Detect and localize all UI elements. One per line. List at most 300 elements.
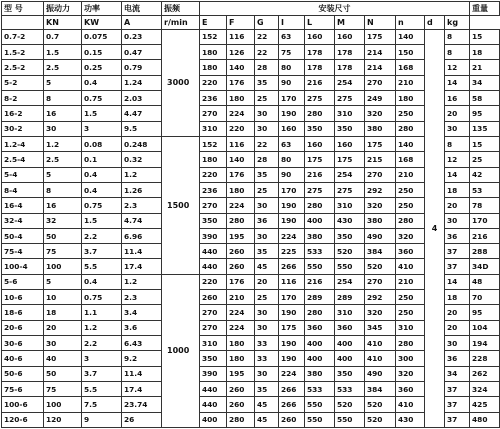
cell: 3.7	[82, 244, 122, 259]
cell: 135	[470, 121, 500, 136]
cell: 275	[305, 91, 335, 106]
cell: 10	[44, 290, 82, 305]
cell: 170	[279, 91, 305, 106]
cell: 220	[200, 75, 227, 90]
cell: 533	[305, 381, 335, 396]
cell: 175	[365, 29, 396, 44]
cell: 140	[227, 152, 255, 167]
cell: 270	[200, 305, 227, 320]
cell: 8	[44, 91, 82, 106]
cell: 216	[305, 75, 335, 90]
cell: 0.4	[82, 167, 122, 182]
cell: 1.26	[122, 182, 162, 197]
cell: 152	[200, 136, 227, 151]
cell: 550	[335, 412, 365, 427]
cell: 170	[470, 213, 500, 228]
cell: 58	[470, 91, 500, 106]
cell: 520	[365, 412, 396, 427]
cell: 30	[255, 198, 279, 213]
cell: 520	[335, 397, 365, 412]
cell: 410	[396, 259, 425, 274]
cell: 0.7	[44, 29, 82, 44]
cell: 30	[255, 106, 279, 121]
cell: 5.5	[82, 259, 122, 274]
cell: 16	[44, 106, 82, 121]
cell: 380	[305, 228, 335, 243]
header-unit-cell: F	[227, 15, 255, 29]
cell: 345	[365, 320, 396, 335]
cell: 310	[396, 320, 425, 335]
cell: 17.4	[122, 259, 162, 274]
cell: 80	[279, 152, 305, 167]
cell: 410	[365, 351, 396, 366]
cell: 150	[396, 45, 425, 60]
cell: 550	[305, 259, 335, 274]
header-install-dims: 安装尺寸	[200, 2, 470, 16]
cell: 180	[227, 351, 255, 366]
cell: 224	[227, 198, 255, 213]
cell: 116	[279, 274, 305, 289]
cell: 3	[82, 121, 122, 136]
cell: 1.5	[82, 106, 122, 121]
cell: 140	[396, 136, 425, 151]
cell: 254	[335, 75, 365, 90]
cell: 30	[445, 121, 470, 136]
cell: 225	[279, 244, 305, 259]
cell: 50	[44, 366, 82, 381]
cell: 28	[255, 60, 279, 75]
cell: 275	[305, 182, 335, 197]
cell: 1.2	[122, 274, 162, 289]
cell: 75	[44, 381, 82, 396]
cell: 18	[470, 45, 500, 60]
cell: 8-2	[2, 91, 44, 106]
cell: 53	[470, 182, 500, 197]
cell: 175	[335, 152, 365, 167]
cell: 45	[255, 259, 279, 274]
cell: 9.5	[122, 121, 162, 136]
cell: 250	[396, 198, 425, 213]
cell: 266	[279, 259, 305, 274]
cell: 3.6	[122, 320, 162, 335]
cell: 1.2	[44, 136, 82, 151]
header-unit-cell: KW	[82, 15, 122, 29]
cell: 75	[279, 45, 305, 60]
cell: 21	[470, 60, 500, 75]
cell: 42	[470, 167, 500, 182]
cell: 224	[227, 320, 255, 335]
cell: 254	[335, 274, 365, 289]
cell: 533	[335, 381, 365, 396]
cell: 520	[365, 397, 396, 412]
cell: 0.08	[82, 136, 122, 151]
cell: 250	[396, 305, 425, 320]
product-spec-table	[1, 1, 500, 428]
cell: 11.4	[122, 366, 162, 381]
cell: 2.2	[82, 228, 122, 243]
cell: 180	[227, 182, 255, 197]
cell: 20	[445, 106, 470, 121]
cell: 360	[396, 381, 425, 396]
freq-cell: 1500	[162, 136, 200, 274]
cell: 262	[470, 366, 500, 381]
cell: 35	[255, 381, 279, 396]
cell: 270	[200, 106, 227, 121]
cell: 36	[445, 228, 470, 243]
cell: 190	[279, 336, 305, 351]
cell: 280	[396, 121, 425, 136]
cell: 380	[365, 213, 396, 228]
cell: 120-6	[2, 412, 44, 427]
cell: 160	[279, 121, 305, 136]
cell: 210	[396, 274, 425, 289]
cell: 224	[227, 305, 255, 320]
cell: 30-6	[2, 336, 44, 351]
table-body	[2, 29, 500, 427]
cell: 23.74	[122, 397, 162, 412]
cell: 210	[227, 290, 255, 305]
header-unit-cell: d	[425, 15, 445, 29]
cell: 28	[255, 152, 279, 167]
cell: 22	[255, 29, 279, 44]
cell: 3.7	[82, 366, 122, 381]
cell: 180	[200, 60, 227, 75]
cell: 37	[445, 397, 470, 412]
cell: 18	[445, 182, 470, 197]
cell: 310	[335, 198, 365, 213]
cell: 75-6	[2, 381, 44, 396]
cell: 178	[335, 45, 365, 60]
cell: 194	[470, 336, 500, 351]
cell: 324	[470, 381, 500, 396]
cell: 4.47	[122, 106, 162, 121]
cell: 100-4	[2, 259, 44, 274]
cell: 40	[44, 351, 82, 366]
cell: 224	[279, 366, 305, 381]
cell: 116	[227, 136, 255, 151]
cell: 0.32	[122, 152, 162, 167]
cell: 260	[227, 244, 255, 259]
cell: 190	[279, 305, 305, 320]
cell: 280	[396, 336, 425, 351]
cell: 2.5	[44, 152, 82, 167]
cell: 550	[305, 412, 335, 427]
cell: 176	[227, 274, 255, 289]
cell: 1.1	[82, 305, 122, 320]
cell: 260	[200, 290, 227, 305]
cell: 400	[305, 336, 335, 351]
cell: 16-4	[2, 198, 44, 213]
cell: 6.43	[122, 336, 162, 351]
cell: 45	[255, 397, 279, 412]
header-unit-cell: kg	[445, 15, 470, 29]
cell: 1.5-2	[2, 45, 44, 60]
cell: 120	[44, 412, 82, 427]
cell: 9.2	[122, 351, 162, 366]
cell: 550	[305, 397, 335, 412]
cell: 254	[335, 167, 365, 182]
cell: 2.5-2	[2, 60, 44, 75]
cell: 180	[200, 45, 227, 60]
freq-cell: 1000	[162, 274, 200, 427]
cell: 1.5	[82, 213, 122, 228]
cell: 160	[305, 136, 335, 151]
n-cell: 4	[425, 29, 445, 427]
cell: 20-6	[2, 320, 44, 335]
cell: 160	[335, 136, 365, 151]
cell: 280	[227, 412, 255, 427]
cell: 15	[470, 29, 500, 44]
cell: 228	[470, 351, 500, 366]
cell: 280	[227, 213, 255, 228]
cell: 175	[305, 152, 335, 167]
cell: 430	[335, 213, 365, 228]
cell: 190	[279, 213, 305, 228]
cell: 270	[200, 198, 227, 213]
cell: 178	[335, 60, 365, 75]
cell: 78	[470, 198, 500, 213]
cell: 36	[445, 351, 470, 366]
cell: 2.03	[122, 91, 162, 106]
cell: 440	[200, 381, 227, 396]
cell: 37	[445, 412, 470, 427]
cell: 220	[227, 121, 255, 136]
cell: 380	[365, 121, 396, 136]
cell: 37	[445, 259, 470, 274]
cell: 116	[227, 29, 255, 44]
cell: 20	[445, 305, 470, 320]
cell: 168	[396, 60, 425, 75]
cell: 384	[365, 244, 396, 259]
cell: 214	[365, 45, 396, 60]
cell: 0.4	[82, 75, 122, 90]
cell: 30	[255, 228, 279, 243]
cell: 20	[445, 198, 470, 213]
cell: 8	[445, 136, 470, 151]
cell: 9	[82, 412, 122, 427]
cell: 440	[200, 244, 227, 259]
cell: 15	[470, 136, 500, 151]
cell: 380	[305, 366, 335, 381]
cell: 80	[279, 60, 305, 75]
cell: 2.5-4	[2, 152, 44, 167]
cell: 520	[335, 244, 365, 259]
cell: 400	[200, 412, 227, 427]
cell: 12	[445, 60, 470, 75]
cell: 533	[305, 244, 335, 259]
cell: 30	[44, 121, 82, 136]
cell: 195	[227, 228, 255, 243]
header-unit-cell: L	[305, 15, 335, 29]
header-model-blank	[2, 15, 44, 29]
cell: 152	[200, 29, 227, 44]
cell: 480	[470, 412, 500, 427]
cell: 210	[396, 75, 425, 90]
cell: 5	[44, 75, 82, 90]
cell: 34D	[470, 259, 500, 274]
cell: 270	[365, 75, 396, 90]
cell: 224	[279, 228, 305, 243]
cell: 100	[44, 397, 82, 412]
cell: 180	[200, 152, 227, 167]
cell: 8	[445, 45, 470, 60]
cell: 280	[396, 213, 425, 228]
cell: 190	[279, 198, 305, 213]
cell: 0.75	[82, 290, 122, 305]
cell: 36	[255, 213, 279, 228]
cell: 5	[44, 167, 82, 182]
cell: 249	[365, 91, 396, 106]
cell: 25	[255, 290, 279, 305]
cell: 7.5	[82, 397, 122, 412]
header-unit-cell: M	[335, 15, 365, 29]
cell: 275	[335, 182, 365, 197]
cell: 430	[396, 412, 425, 427]
cell: 310	[335, 106, 365, 121]
cell: 30-2	[2, 121, 44, 136]
cell: 178	[305, 45, 335, 60]
cell: 266	[279, 381, 305, 396]
cell: 32	[44, 213, 82, 228]
cell: 1.2	[122, 167, 162, 182]
cell: 2.2	[82, 336, 122, 351]
cell: 0.4	[82, 182, 122, 197]
cell: 25	[255, 182, 279, 197]
cell: 40-6	[2, 351, 44, 366]
cell: 34	[445, 366, 470, 381]
cell: 410	[396, 397, 425, 412]
cell: 32-4	[2, 213, 44, 228]
cell: 236	[200, 91, 227, 106]
cell: 170	[279, 290, 305, 305]
cell: 33	[255, 351, 279, 366]
cell: 100	[44, 259, 82, 274]
cell: 2.5	[44, 60, 82, 75]
cell: 310	[335, 305, 365, 320]
cell: 5-6	[2, 274, 44, 289]
cell: 160	[335, 29, 365, 44]
cell: 210	[396, 167, 425, 182]
cell: 176	[227, 167, 255, 182]
cell: 30	[445, 213, 470, 228]
cell: 320	[396, 366, 425, 381]
cell: 12	[445, 152, 470, 167]
cell: 490	[365, 228, 396, 243]
cell: 360	[396, 244, 425, 259]
header-unit-cell: A	[122, 15, 162, 29]
cell: 410	[365, 336, 396, 351]
cell: 22	[255, 45, 279, 60]
cell: 490	[365, 366, 396, 381]
cell: 50	[44, 228, 82, 243]
cell: 63	[279, 29, 305, 44]
cell: 14	[445, 167, 470, 182]
cell: 104	[470, 320, 500, 335]
cell: 34	[470, 75, 500, 90]
cell: 289	[305, 290, 335, 305]
cell: 0.248	[122, 136, 162, 151]
cell: 160	[305, 29, 335, 44]
cell: 289	[335, 290, 365, 305]
cell: 216	[305, 274, 335, 289]
cell: 30	[255, 366, 279, 381]
cell: 30	[255, 121, 279, 136]
cell: 95	[470, 106, 500, 121]
cell: 75-4	[2, 244, 44, 259]
cell: 5-2	[2, 75, 44, 90]
cell: 30	[255, 320, 279, 335]
cell: 215	[365, 152, 396, 167]
cell: 0.75	[82, 91, 122, 106]
table-row	[2, 29, 500, 44]
header-power: 功率	[82, 2, 122, 16]
cell: 90	[279, 167, 305, 182]
cell: 0.7-2	[2, 29, 44, 44]
header-unit-cell: n	[396, 15, 425, 29]
header-weight: 重量	[470, 2, 500, 16]
cell: 35	[255, 167, 279, 182]
cell: 400	[335, 351, 365, 366]
cell: 0.47	[122, 45, 162, 60]
cell: 175	[279, 320, 305, 335]
cell: 4.74	[122, 213, 162, 228]
cell: 18	[44, 305, 82, 320]
cell: 216	[470, 228, 500, 243]
header-unit-cell: N	[365, 15, 396, 29]
cell: 140	[227, 60, 255, 75]
cell: 400	[305, 351, 335, 366]
cell: 168	[396, 152, 425, 167]
cell: 350	[200, 351, 227, 366]
cell: 180	[396, 91, 425, 106]
cell: 550	[335, 259, 365, 274]
cell: 5-4	[2, 167, 44, 182]
cell: 0.25	[82, 60, 122, 75]
cell: 75	[44, 244, 82, 259]
table-header	[2, 2, 500, 30]
cell: 350	[335, 366, 365, 381]
cell: 20	[44, 320, 82, 335]
cell: 1.5	[44, 45, 82, 60]
cell: 17.4	[122, 381, 162, 396]
cell: 270	[200, 320, 227, 335]
header-unit-cell: E	[200, 15, 227, 29]
header-freq: 振频	[162, 2, 200, 16]
header-row-1	[2, 2, 500, 16]
cell: 350	[305, 121, 335, 136]
cell: 100-6	[2, 397, 44, 412]
cell: 25	[470, 152, 500, 167]
header-model: 型 号	[2, 2, 44, 16]
cell: 1.2	[82, 320, 122, 335]
cell: 178	[305, 60, 335, 75]
cell: 35	[255, 244, 279, 259]
header-unit-cell: I	[279, 15, 305, 29]
cell: 220	[200, 167, 227, 182]
cell: 350	[335, 121, 365, 136]
cell: 360	[335, 320, 365, 335]
cell: 180	[227, 336, 255, 351]
cell: 270	[365, 274, 396, 289]
cell: 292	[365, 290, 396, 305]
cell: 266	[279, 397, 305, 412]
cell: 260	[279, 412, 305, 427]
cell: 280	[305, 106, 335, 121]
cell: 300	[396, 351, 425, 366]
cell: 195	[227, 366, 255, 381]
cell: 214	[365, 60, 396, 75]
cell: 180	[227, 91, 255, 106]
